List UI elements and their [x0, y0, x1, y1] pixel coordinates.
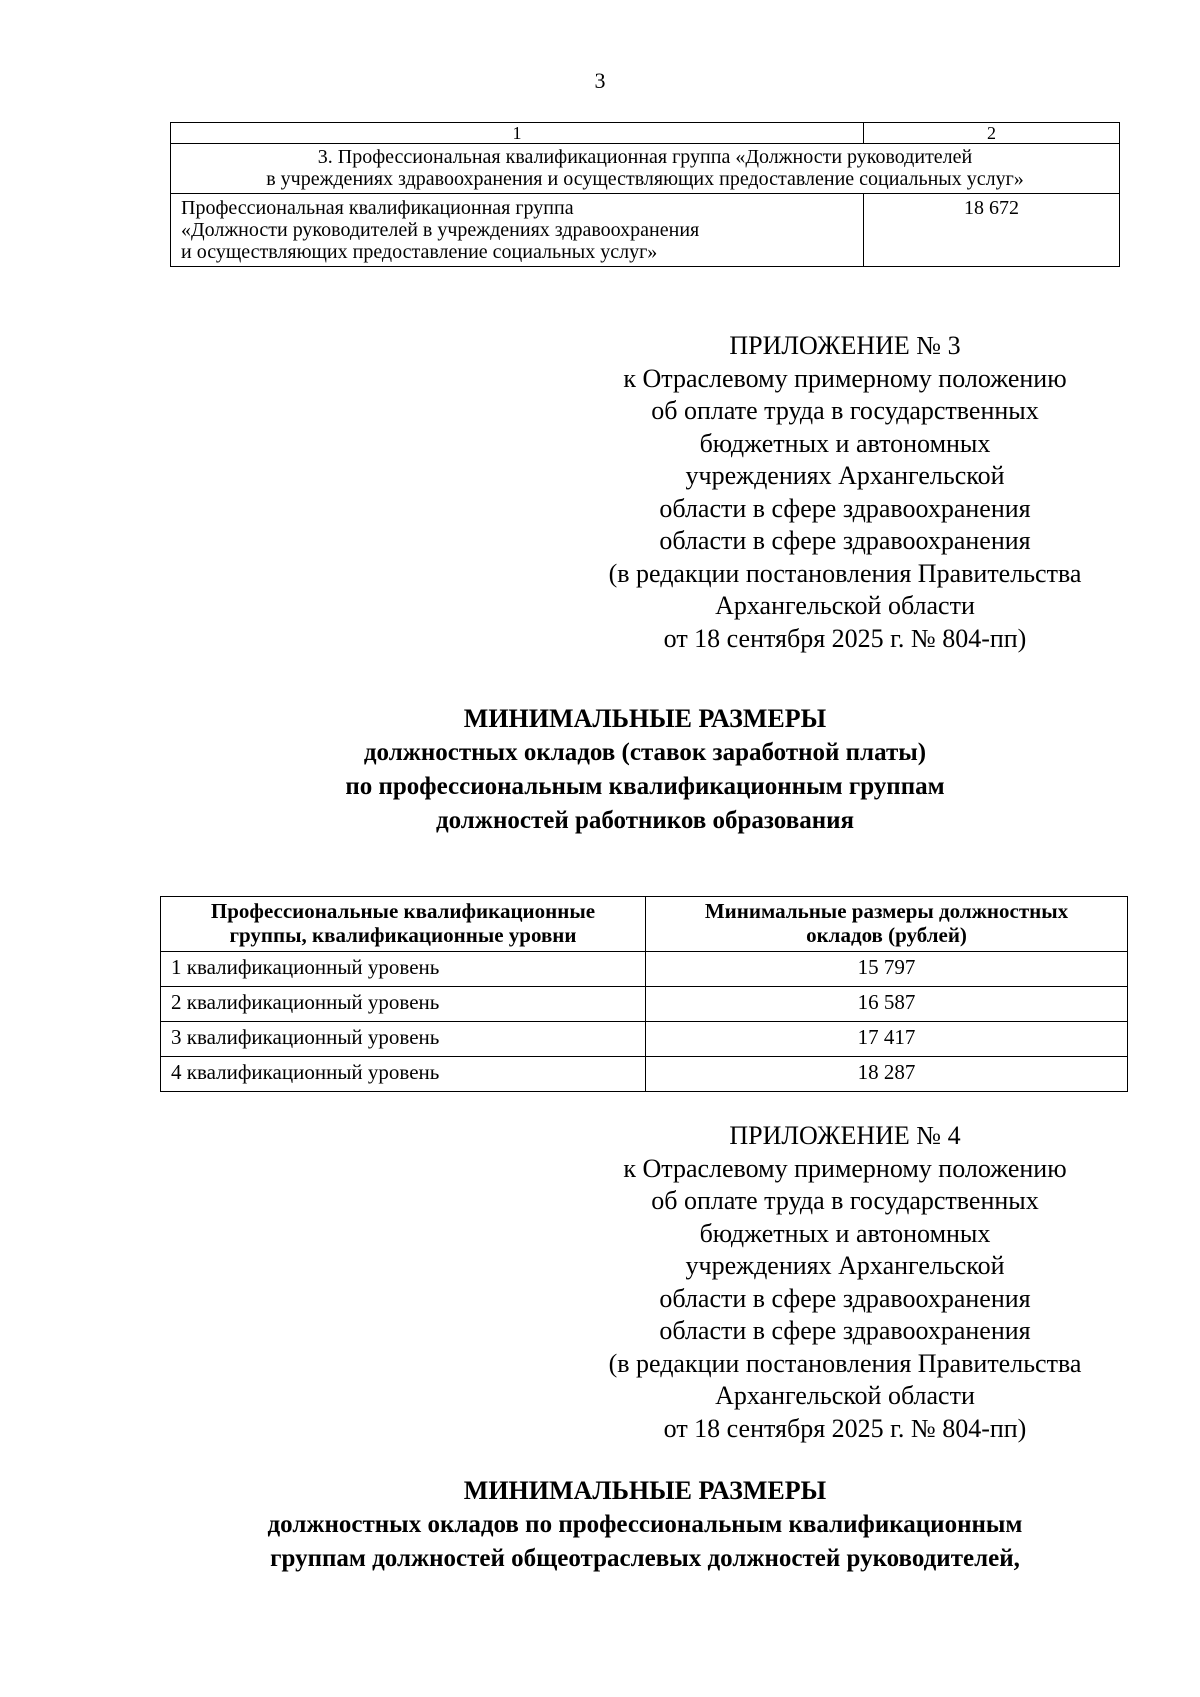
column-header-salary [646, 897, 1128, 952]
column-header-groups [161, 897, 646, 952]
appendix-line: Архангельской области [715, 1381, 975, 1410]
table-row [161, 952, 1128, 987]
appendix-line: об оплате труда в государственных [651, 1186, 1039, 1215]
appendix-title: ПРИЛОЖЕНИЕ № 4 [729, 1121, 961, 1150]
appendix-3-header [600, 330, 1090, 655]
salary-value-cell: 18 672 [864, 194, 1120, 267]
appendix-line: учреждениях Архангельской [685, 1251, 1005, 1280]
salary-table-healthcare-managers [170, 122, 1120, 267]
column-header-line: Минимальные размеры должностных [704, 899, 1069, 923]
column-number-2: 2 [864, 123, 1120, 144]
appendix-title: ПРИЛОЖЕНИЕ № 3 [729, 331, 961, 360]
document-subtitle-line: должностных окладов (ставок заработной платы) [363, 739, 927, 766]
table-row [171, 194, 1120, 267]
group-name-line: и осуществляющих предоставление социальных услуг» [181, 241, 658, 263]
document-title: МИНИМАЛЬНЫЕ РАЗМЕРЫ [463, 704, 827, 733]
section-title-managers-salaries [0, 1474, 1200, 1576]
appendix-line: к Отраслевому примерному положению [623, 363, 1067, 393]
qualification-level-cell: 3 квалификационный уровень [161, 1022, 646, 1057]
document-subtitle-line: должностных окладов по профессиональным квалификационным [267, 1511, 1023, 1538]
document-subtitle-line: группам должностей общеотраслевых должностей руководителей, [270, 1545, 1020, 1572]
table-section-row [171, 144, 1120, 194]
qualification-level-cell: 2 квалификационный уровень [161, 987, 646, 1022]
section-title-line: в учреждениях здравоохранения и осуществляющих предоставление социальных услуг» [266, 168, 1024, 190]
appendix-line: (в редакции постановления Правительства [608, 558, 1082, 588]
appendix-line: об оплате труда в государственных [651, 396, 1039, 425]
appendix-line: (в редакции постановления Правительства [608, 1348, 1082, 1378]
salary-table-education-workers [160, 896, 1128, 1092]
table-header-row [171, 123, 1120, 144]
section-title-education-salaries [0, 702, 1200, 838]
group-name-line: «Должности руководителей в учреждениях здравоохранения [181, 219, 700, 241]
group-name-line: Профессиональная квалификационная группа [181, 197, 574, 219]
section-title-line: 3. Профессиональная квалификационная группа «Должности руководителей [317, 146, 973, 168]
page-number: 3 [594, 68, 606, 93]
document-title: МИНИМАЛЬНЫЕ РАЗМЕРЫ [463, 1476, 827, 1505]
appendix-line: области в сфере здравоохранения [659, 1316, 1031, 1345]
salary-value-cell: 18 287 [646, 1057, 1128, 1092]
column-header-line: группы, квалификационные уровни [229, 923, 577, 947]
table-row [161, 1057, 1128, 1092]
appendix-line: области в сфере здравоохранения [659, 526, 1031, 555]
appendix-line: учреждениях Архангельской [685, 461, 1005, 490]
appendix-line: бюджетных и автономных [699, 428, 991, 458]
appendix-line: от 18 сентября 2025 г. № 804-пп) [663, 623, 1027, 653]
column-number-1: 1 [171, 123, 864, 144]
document-subtitle-line: по профессиональным квалификационным группам [345, 773, 945, 800]
table-header-row [161, 897, 1128, 952]
appendix-line: к Отраслевому примерному положению [623, 1153, 1067, 1183]
salary-value-cell: 15 797 [646, 952, 1128, 987]
appendix-line: бюджетных и автономных [699, 1218, 991, 1248]
section-title [171, 144, 1120, 194]
appendix-line: от 18 сентября 2025 г. № 804-пп) [663, 1413, 1027, 1443]
table-row [161, 1022, 1128, 1057]
salary-value-cell: 16 587 [646, 987, 1128, 1022]
appendix-4-header [600, 1120, 1090, 1445]
table-row [161, 987, 1128, 1022]
appendix-line: области в сфере здравоохранения [659, 493, 1031, 523]
document-subtitle-line: должностей работников образования [435, 807, 855, 834]
qualification-level-cell: 4 квалификационный уровень [161, 1057, 646, 1092]
qualification-level-cell: 1 квалификационный уровень [161, 952, 646, 987]
column-header-line: окладов (рублей) [806, 923, 967, 947]
salary-value-cell: 17 417 [646, 1022, 1128, 1057]
column-header-line: Профессиональные квалификационные [210, 899, 596, 923]
appendix-line: Архангельской области [715, 591, 975, 620]
group-name-cell [171, 194, 864, 267]
appendix-line: области в сфере здравоохранения [659, 1283, 1031, 1313]
